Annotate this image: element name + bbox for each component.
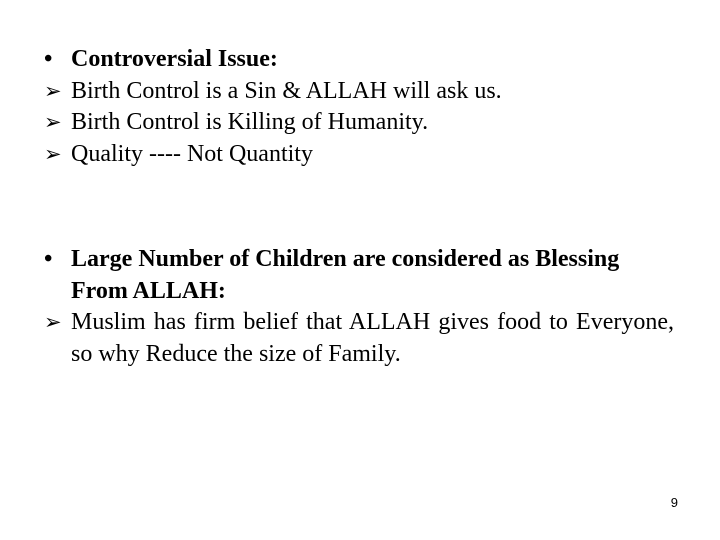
page-number: 9 (670, 495, 678, 510)
arrow-bullet-icon: ➢ (44, 310, 62, 334)
list-item (44, 307, 674, 370)
heading-bullet (44, 244, 674, 307)
bullet-dot-icon: • (44, 46, 53, 72)
arrow-bullet-icon: ➢ (44, 78, 62, 103)
list-item-text: Birth Control is a Sin & ALLAH will ask us. (71, 77, 502, 104)
section-heading: Large Number of Children are considered as Blessing From ALLAH: (71, 246, 620, 304)
section-large-families (44, 244, 674, 370)
heading-bullet (44, 44, 674, 76)
bullet-dot-icon: • (44, 246, 53, 272)
arrow-bullet-icon: ➢ (44, 110, 62, 134)
list-item-text: Birth Control is Killing of Humanity. (71, 109, 429, 135)
list-item (44, 139, 674, 171)
list-item (44, 76, 674, 108)
list-item-text: Muslim has firm belief that ALLAH gives food to Everyone, so why Reduce the size of Family. (71, 309, 674, 367)
section-controversial-issue (44, 44, 674, 170)
list-item-text: Quality ---- Not Quantity (71, 140, 313, 167)
arrow-bullet-icon: ➢ (44, 141, 62, 166)
section-heading: Controversial Issue: (71, 46, 278, 72)
list-item (44, 107, 674, 139)
